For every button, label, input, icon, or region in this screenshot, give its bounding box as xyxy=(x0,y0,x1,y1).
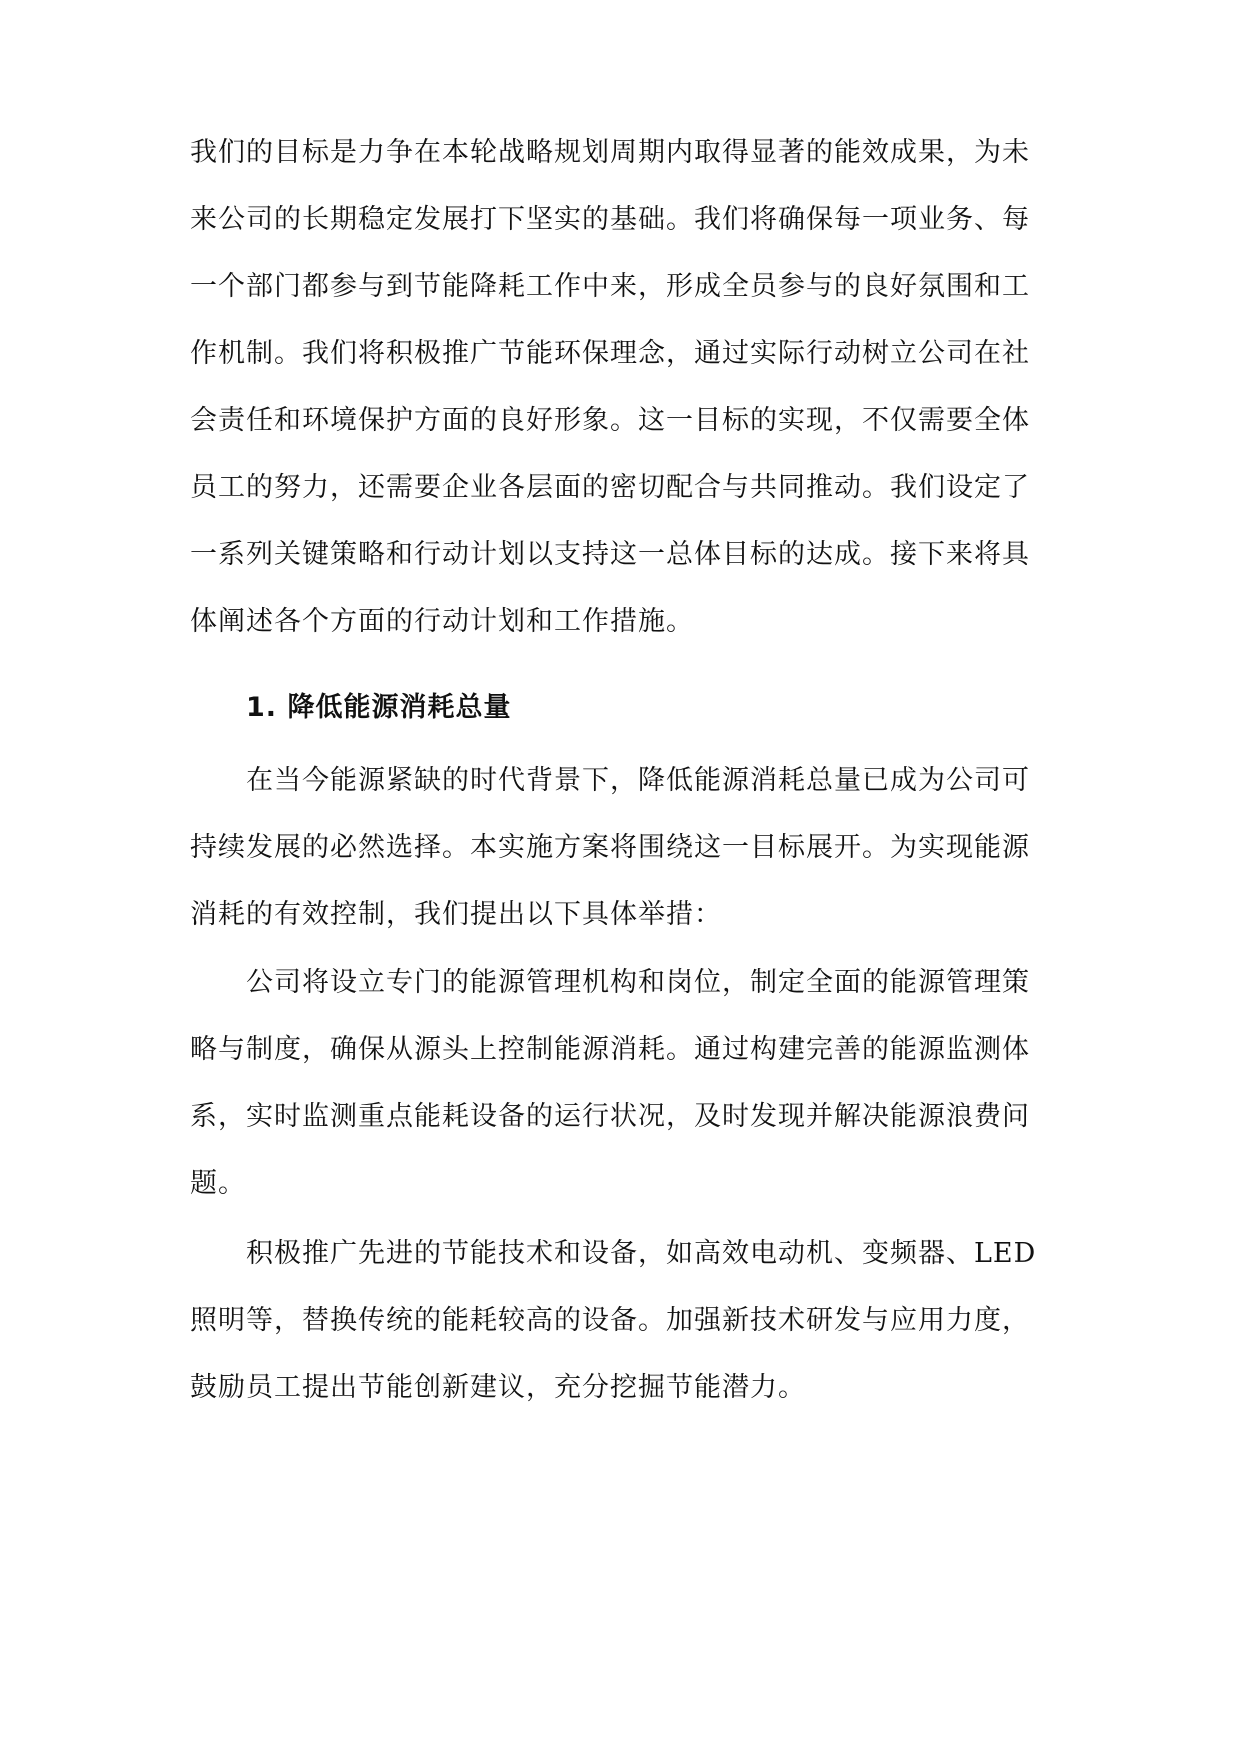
paragraph-line: 体阐述各个方面的行动计划和工作措施。 xyxy=(190,606,694,637)
paragraph-line: 鼓励员工提出节能创新建议，充分挖掘节能潜力。 xyxy=(190,1372,806,1403)
paragraph-line: 作机制。我们将积极推广节能环保理念，通过实际行动树立公司在社 xyxy=(190,338,1030,369)
paragraph-line: 消耗的有效控制，我们提出以下具体举措： xyxy=(190,899,722,930)
paragraph-line: 积极推广先进的节能技术和设备，如高效电动机、变频器、LED xyxy=(246,1238,1037,1269)
paragraph-line: 题。 xyxy=(190,1168,246,1199)
paragraph-line: 一个部门都参与到节能降耗工作中来，形成全员参与的良好氛围和工 xyxy=(190,271,1030,302)
paragraph-line: 会责任和环境保护方面的良好形象。这一目标的实现，不仅需要全体 xyxy=(190,405,1030,436)
paragraph-line: 在当今能源紧缺的时代背景下，降低能源消耗总量已成为公司可 xyxy=(246,765,1030,796)
paragraph-line: 略与制度，确保从源头上控制能源消耗。通过构建完善的能源监测体 xyxy=(190,1034,1030,1065)
section-heading: 1. 降低能源消耗总量 xyxy=(246,692,512,723)
paragraph-line: 持续发展的必然选择。本实施方案将围绕这一目标展开。为实现能源 xyxy=(190,832,1030,863)
paragraph-line: 来公司的长期稳定发展打下坚实的基础。我们将确保每一项业务、每 xyxy=(190,204,1030,235)
paragraph-line: 我们的目标是力争在本轮战略规划周期内取得显著的能效成果，为未 xyxy=(190,137,1030,168)
paragraph-line: 照明等，替换传统的能耗较高的设备。加强新技术研发与应用力度， xyxy=(190,1305,1030,1336)
paragraph-line: 员工的努力，还需要企业各层面的密切配合与共同推动。我们设定了 xyxy=(190,472,1030,503)
paragraph-line: 公司将设立专门的能源管理机构和岗位，制定全面的能源管理策 xyxy=(246,967,1030,998)
paragraph-line: 一系列关键策略和行动计划以支持这一总体目标的达成。接下来将具 xyxy=(190,539,1030,570)
paragraph-line: 系，实时监测重点能耗设备的运行状况，及时发现并解决能源浪费问 xyxy=(190,1101,1030,1132)
